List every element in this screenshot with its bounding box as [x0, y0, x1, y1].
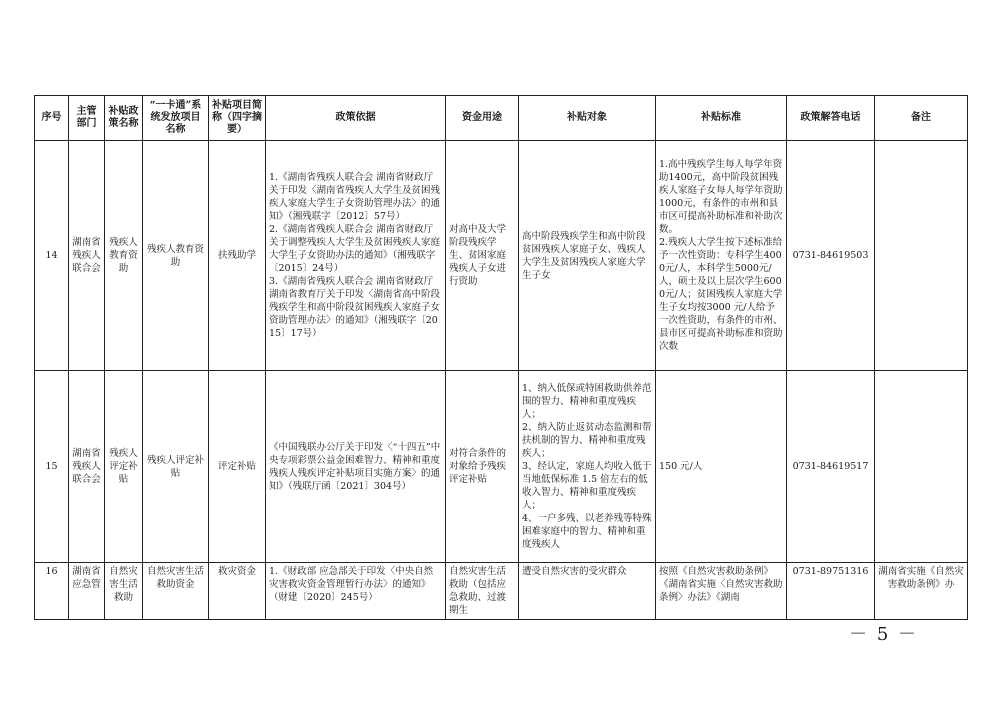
target-item: 1、纳入低保或特困救助供养范围的智力、精神和重度残疾人； [522, 383, 652, 420]
header-usage: 资金用途 [446, 96, 519, 141]
header-basis: 政策依据 [266, 96, 446, 141]
table-header-row [35, 96, 968, 141]
cell-item: 残疾人教育资助 [143, 141, 209, 371]
cell-basis [266, 371, 446, 563]
header-target: 补贴对象 [519, 96, 656, 141]
cell-target [519, 371, 656, 563]
cell-standard [656, 141, 787, 371]
table-row [35, 371, 968, 563]
cell-dept: 湖南省残疾人联合会 [69, 141, 105, 371]
cell-seq: 16 [35, 563, 69, 620]
table-row [35, 563, 968, 620]
basis-item: 3.《湖南省残疾人联合会 湖南省财政厅 湖南省教育厅关于印发〈湖南省高中阶段残疾学生和高中阶段贫困残疾人家庭子女资助管理办法〉的通知》（湘残联字〔2015〕17号） [269, 276, 441, 339]
target-item: 4、一户多残、以老养残等特殊困难家庭中的智力、精神和重度残疾人 [522, 513, 652, 550]
header-abbr: 补贴项目简称（四字摘要） [209, 96, 266, 141]
cell-usage: 对符合条件的对象给予残疾评定补贴 [446, 371, 519, 563]
header-dept: 主管部门 [69, 96, 105, 141]
cell-dept: 湖南省应急管 [69, 563, 105, 620]
cell-target [519, 141, 656, 371]
basis-item: 《中国残联办公厅关于印发〈“十四五”中央专项彩票公益金困难智力、精神和重度残疾人残疾评定补贴项目实施方案〉的通知》（残联厅函〔2021〕304号） [269, 441, 441, 492]
cell-usage: 对高中及大学阶段残疾学生、贫困家庭残疾人子女进行资助 [446, 141, 519, 371]
cell-policy: 自然灾害生活救助 [105, 563, 143, 620]
cell-seq: 14 [35, 141, 69, 371]
target-item: 2、纳入防止返贫动态监测和帮扶机制的智力、精神和重度残疾人； [522, 422, 652, 459]
standard-item: 150 元/人 [659, 461, 703, 472]
standard-item: 按照《自然灾害救助条例》《湖南省实施〈自然灾害救助条例〉办法》《湖南 [659, 566, 783, 603]
standard-item: 1.高中残疾学生每人每学年资助1400元，高中阶段贫困残疾人家庭子女每人每学年资助1000元，有条件的市州和县市区可提高补助标准和补助次数。 [659, 159, 783, 235]
target-item: 遭受自然灾害的受灾群众 [522, 566, 627, 577]
cell-target [519, 563, 656, 620]
cell-standard [656, 563, 787, 620]
target-item: 高中阶段残疾学生和高中阶段贫困残疾人家庭子女、残疾人大学生及贫困残疾人家庭大学生子女 [522, 230, 646, 281]
cell-note: 湖南省实施《自然灾害救助条例》办 [875, 563, 968, 620]
cell-phone: 0731-89751316 [787, 563, 875, 620]
cell-phone: 0731-84619503 [787, 141, 875, 371]
cell-note [875, 141, 968, 371]
cell-phone: 0731-84619517 [787, 371, 875, 563]
cell-abbr: 救灾资金 [209, 563, 266, 620]
cell-dept: 湖南省残疾人联合会 [69, 371, 105, 563]
header-note: 备注 [875, 96, 968, 141]
cell-seq: 15 [35, 371, 69, 563]
cell-basis [266, 141, 446, 371]
table-row [35, 141, 968, 371]
policy-table [34, 95, 968, 620]
header-standard: 补贴标准 [656, 96, 787, 141]
cell-abbr: 评定补贴 [209, 371, 266, 563]
cell-usage: 自然灾害生活救助（包括应急救助、过渡期生 [446, 563, 519, 620]
header-phone: 政策解答电话 [787, 96, 875, 141]
basis-item: 1.《财政部 应急部关于印发〈中央自然灾害救灾资金管理暂行办法〉的通知》（财建〔2020〕245号） [269, 566, 434, 603]
standard-item: 2.残疾人大学生按下述标准给予一次性资助：专科学生4000元/人，本科学生5000元/人，硕士及以上层次学生6000元/人；贫困残疾人家庭大学生子女均按3000 元/人给予一次性资助，有条件的市州、县市区可提高补助标准和资助次数 [659, 237, 783, 352]
cell-basis [266, 563, 446, 620]
cell-item: 自然灾害生活救助资金 [143, 563, 209, 620]
header-item: “一卡通”系统发放项目名称 [143, 96, 209, 141]
header-policy: 补贴政策名称 [105, 96, 143, 141]
page-number: － 5 － [849, 624, 918, 645]
cell-abbr: 扶残助学 [209, 141, 266, 371]
cell-policy: 残疾人评定补贴 [105, 371, 143, 563]
basis-item: 1.《湖南省残疾人联合会 湖南省财政厅关于印发〈湖南省残疾人大学生及贫困残疾人家庭大学生子女资助管理办法〉的通知》（湘残联字〔2012〕57号） [269, 172, 441, 222]
cell-note [875, 371, 968, 563]
header-seq: 序号 [35, 96, 69, 141]
cell-policy: 残疾人教育资助 [105, 141, 143, 371]
cell-item: 残疾人评定补贴 [143, 371, 209, 563]
cell-standard [656, 371, 787, 563]
basis-item: 2.《湖南省残疾人联合会 湖南省财政厅关于调整残疾人大学生及贫困残疾人家庭大学生子女资助办法的通知》（湘残联字〔2015〕24号） [269, 224, 441, 274]
target-item: 3、经认定，家庭人均收入低于当地低保标准 1.5 倍左右的低收入智力、精神和重度残疾人； [522, 461, 652, 511]
